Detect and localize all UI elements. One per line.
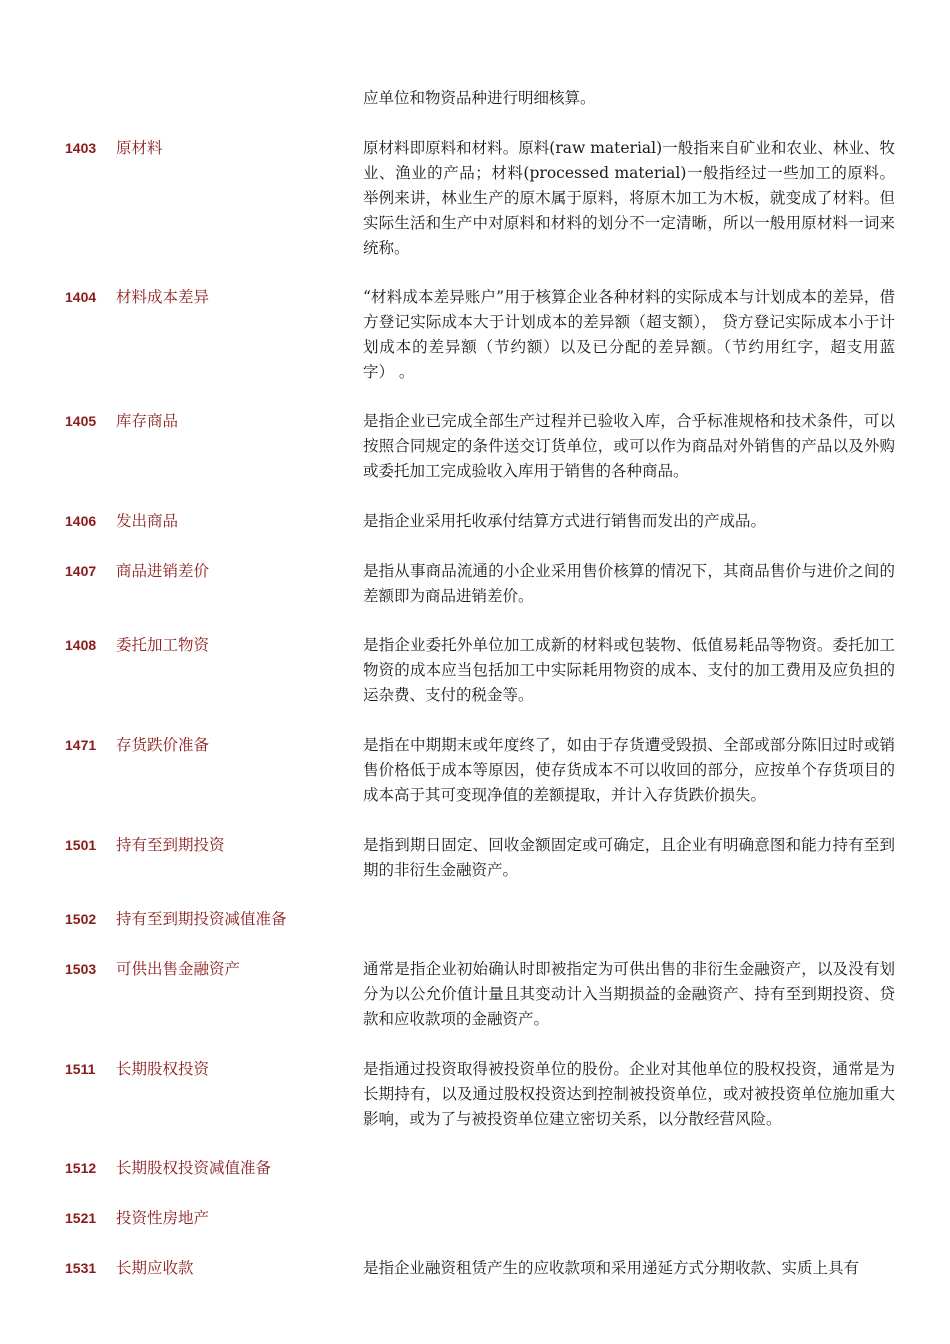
account-code: 1503 — [65, 961, 97, 977]
continuation-text: 应单位和物资品种进行明细核算。 — [363, 89, 596, 107]
account-code: 1471 — [65, 737, 97, 753]
account-code: 1501 — [65, 837, 97, 853]
account-name: 长期股权投资减值准备 — [116, 1159, 272, 1177]
account-code: 1407 — [65, 563, 97, 579]
account-description: 是指在中期期末或年度终了，如由于存货遭受毁损、全部或部分陈旧过时或销售价格低于成本等原因，使存货成本不可以收回的部分，应按单个存货项目的成本高于其可变现净值的差额提取，并计入存货跌价损失。 — [363, 736, 895, 804]
account-name: 投资性房地产 — [116, 1209, 210, 1227]
account-description: 是指从事商品流通的小企业采用售价核算的情况下，其商品售价与进价之间的差额即为商品进销差价。 — [363, 562, 895, 605]
account-name: 存货跌价准备 — [116, 736, 210, 754]
account-name: 长期股权投资 — [116, 1060, 210, 1078]
account-description: 是指到期日固定、回收金额固定或可确定，且企业有明确意图和能力持有至到期的非衍生金融资产。 — [363, 836, 895, 879]
account-code: 1405 — [65, 413, 97, 429]
account-description: 是指企业委托外单位加工成新的材料或包装物、低值易耗品等物资。委托加工物资的成本应当包括加工中实际耗用物资的成本、支付的加工费用及应负担的运杂费、支付的税金等。 — [363, 636, 895, 704]
account-code: 1404 — [65, 289, 97, 305]
account-name: 长期应收款 — [116, 1259, 194, 1277]
account-name: 商品进销差价 — [116, 562, 210, 580]
account-name: 持有至到期投资 — [116, 836, 225, 854]
account-name: 原材料 — [116, 139, 163, 157]
account-code: 1408 — [65, 637, 97, 653]
account-name: 委托加工物资 — [116, 636, 210, 654]
account-name: 持有至到期投资减值准备 — [116, 910, 287, 928]
account-description: “材料成本差异账户”用于核算企业各种材料的实际成本与计划成本的差异，借方登记实际成本大于计划成本的差异额（超支额）， 贷方登记实际成本小于计划成本的差异额（节约额）以及已分配的差异额。（节约用红字，超支用蓝字） 。 — [363, 288, 895, 381]
account-description: 原材料即原料和材料。原料(raw material)一般指来自矿业和农业、林业、牧业、渔业的产品；材料(processed material)一般指经过一些加工的原料。举例来讲，林业生产的原木属于原料，将原木加工为木板，就变成了材料。但实际生活和生产中对原料和材料的划分不一定清晰，所以一般用原材料一词来统称。 — [363, 139, 895, 257]
account-name: 库存商品 — [116, 412, 179, 430]
account-code: 1531 — [65, 1260, 97, 1276]
account-code: 1406 — [65, 513, 97, 529]
account-description: 是指企业已完成全部生产过程并已验收入库，合乎标准规格和技术条件，可以按照合同规定的条件送交订货单位，或可以作为商品对外销售的产品以及外购或委托加工完成验收入库用于销售的各种商品。 — [363, 412, 895, 480]
account-name: 可供出售金融资产 — [116, 960, 241, 978]
account-code: 1403 — [65, 140, 97, 156]
account-description: 是指企业融资租赁产生的应收款项和采用递延方式分期收款、实质上具有 — [363, 1259, 860, 1277]
account-description: 是指企业采用托收承付结算方式进行销售而发出的产成品。 — [363, 512, 767, 530]
account-description: 通常是指企业初始确认时即被指定为可供出售的非衍生金融资产，以及没有划分为以公允价值计量且其变动计入当期损益的金融资产、持有至到期投资、贷款和应收款项的金融资产。 — [363, 960, 895, 1028]
account-name: 材料成本差异 — [116, 288, 210, 306]
account-name: 发出商品 — [116, 512, 179, 530]
account-code: 1521 — [65, 1210, 97, 1226]
account-code: 1512 — [65, 1160, 97, 1176]
account-description: 是指通过投资取得被投资单位的股份。企业对其他单位的股权投资，通常是为长期持有，以及通过股权投资达到控制被投资单位，或对被投资单位施加重大影响，或为了与被投资单位建立密切关系，以分散经营风险。 — [363, 1060, 895, 1128]
account-code: 1502 — [65, 911, 97, 927]
account-code: 1511 — [65, 1061, 96, 1077]
